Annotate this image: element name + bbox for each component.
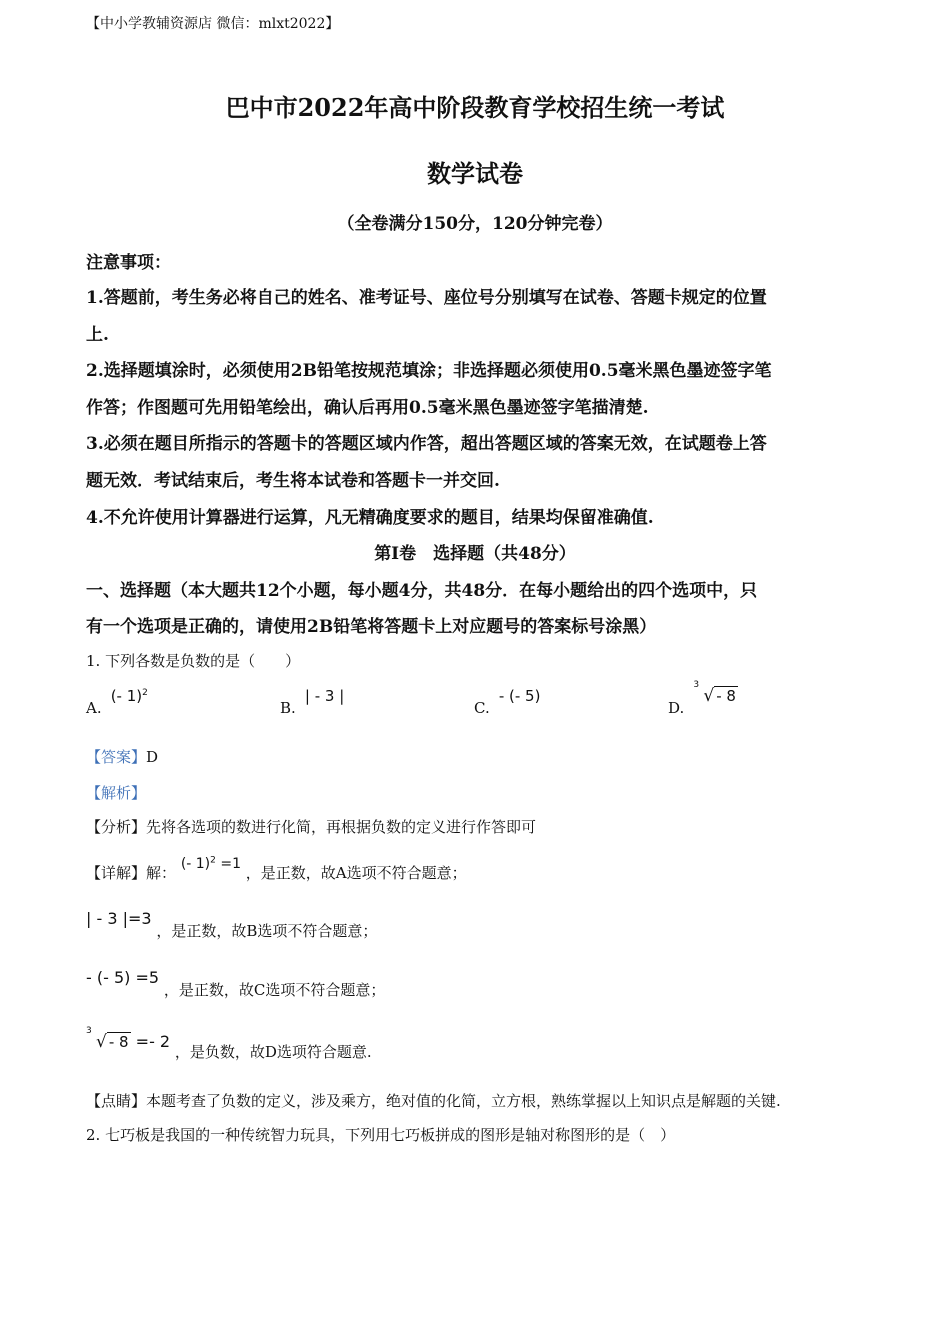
option-label: A. (86, 699, 102, 717)
option-label: C. (474, 699, 490, 717)
note-line: 2.选择题填涂时，必须使用2B铅笔按规范填涂；非选择题必须使用0.5毫米黑色墨迹签字笔 (86, 361, 772, 381)
note-line: 3.必须在题目所指示的答题卡的答题区域内作答，超出答题区域的答案无效，在试题卷上答 (86, 434, 767, 454)
exam-info: （全卷满分150分，120分钟完卷） (337, 214, 613, 234)
option-label: B. (280, 699, 296, 717)
answer-tag: 【答案】 (86, 748, 147, 766)
answer-value: D (146, 748, 159, 766)
dianjing-line: 【点睛】本题考查了负数的定义，涉及乘方，绝对值的化简，立方根，熟练掌握以上知识点是解题的关键. (86, 1092, 781, 1110)
exam-subtitle: 数学试卷 (427, 159, 523, 188)
note-line: 1.答题前，考生务必将自己的姓名、准考证号、座位号分别填写在试卷、答题卡规定的位置 (86, 288, 767, 308)
option-expression: (- 1)$^2$ (110, 687, 148, 705)
page-header: 【中小学教辅资源店 微信：mlxt2022】 (86, 16, 340, 32)
note-line: 题无效．考试结束后，考生将本试卷和答题卡一并交回. (86, 471, 500, 491)
analysis-tag: 【解析】 (86, 784, 147, 802)
detail-line-b: | - 3 |=3 ，是正数，故B选项不符合题意； (86, 909, 378, 940)
notes-heading: 注意事项： (86, 253, 171, 273)
detail-line-a: 【详解】解： (- 1)$^2$ =1 ，是正数，故A选项不符合题意； (86, 855, 467, 882)
detail-line-d: 3 √ - 8 =- 2 ，是负数，故D选项符合题意. (86, 1026, 372, 1061)
cube-root-expression: 3 √ - 8 (86, 1026, 129, 1052)
analysis-summary: 【分析】先将各选项的数进行化简，再根据负数的定义进行作答即可 (86, 818, 537, 836)
option-expression: | - 3 | (304, 687, 345, 705)
detail-line-c: - (- 5) =5 ，是正数，故C选项不符合题意； (86, 968, 386, 999)
answer-line (86, 746, 158, 767)
question-1-stem: 1. 下列各数是负数的是（ ） (86, 652, 301, 670)
section-instructions: 一、选择题（本大题共12个小题，每小题4分，共48分．在每小题给出的四个选项中，只 (86, 581, 758, 601)
option-b (280, 686, 345, 717)
note-line: 作答；作图题可先用铅笔绘出，确认后再用0.5毫米黑色墨迹签字笔描清楚. (86, 398, 649, 418)
note-line: 4.不允许使用计算器进行运算，凡无精确度要求的题目，结果均保留准确值. (86, 508, 654, 528)
exam-title: 巴中市2022年高中阶段教育学校招生统一考试 (225, 93, 725, 122)
option-d (668, 680, 738, 717)
option-expression: - (- 5) (498, 687, 541, 705)
section-title: 第Ⅰ卷 选择题（共48分） (374, 544, 576, 564)
section-instructions: 有一个选项是正确的，请使用2B铅笔将答题卡上对应题号的答案标号涂黑） (86, 617, 657, 637)
note-line: 上. (86, 325, 109, 345)
option-c (474, 686, 541, 717)
cube-root-expression: 3 √ - 8 (693, 680, 736, 706)
option-label: D. (668, 699, 685, 717)
question-2-stem: 2. 七巧板是我国的一种传统智力玩具，下列用七巧板拼成的图形是轴对称图形的是（ ） (86, 1126, 676, 1144)
option-a (86, 686, 148, 717)
